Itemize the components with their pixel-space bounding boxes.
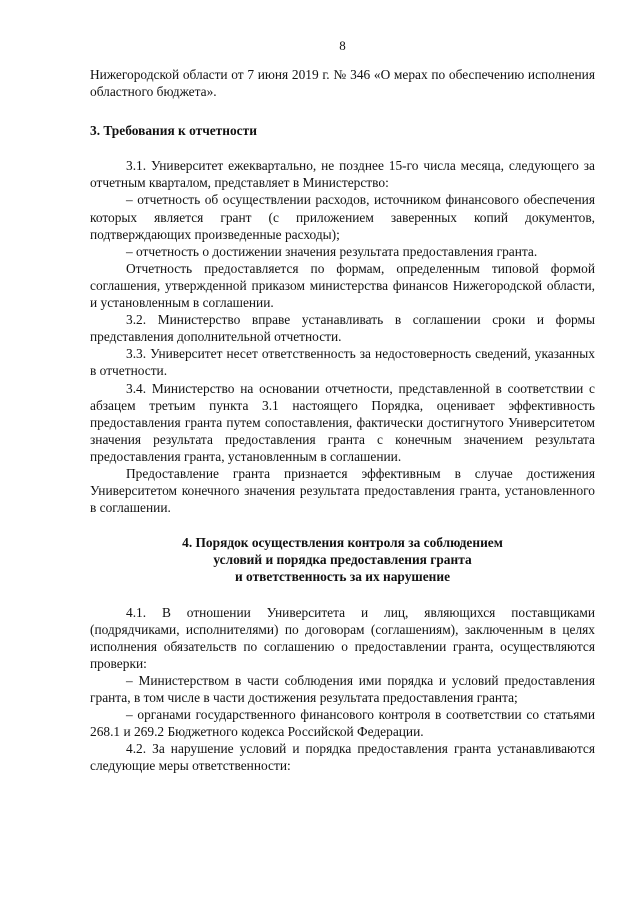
paragraph-3-1-forms: Отчетность предоставляется по формам, определенным типовой формой соглашения, утвержденной приказом министерства финансов Нижегородской области, и установленным в соглашении. [90, 260, 595, 311]
paragraph-4-1: 4.1. В отношении Университета и лиц, являющихся поставщиками (подрядчиками, исполнителями) по договорам (соглашениям), заключенным в целях исполнения обязательств по соглашению о предоставлении гранта, осуществляются проверки: [90, 604, 595, 671]
spacer [90, 516, 595, 534]
paragraph-3-1-item-1: – отчетность об осуществлении расходов, источником финансового обеспечения которых является грант (с приложением заверенных копий документов, подтверждающих произведенные расходы); [90, 192, 595, 242]
paragraph-4-2: 4.2. За нарушение условий и порядка предоставления гранта устанавливаются следующие меры ответственности: [90, 741, 595, 774]
page-number: 8 [339, 38, 346, 53]
paragraph-3-3: 3.3. Университет несет ответственность за недостоверность сведений, указанных в отчетности. [90, 346, 595, 379]
section-4-title-line-1: 4. Порядок осуществления контроля за соблюдением [182, 535, 503, 551]
section-4-title-line-2: условий и порядка предоставления гранта [213, 552, 472, 568]
document-body [90, 66, 595, 774]
intro-continuation: Нижегородской области от 7 июня 2019 г. № 346 «О мерах по обеспечению исполнения областного бюджета». [90, 67, 595, 100]
paragraph-3-1-item-2: – отчетность о достижении значения результата предоставления гранта. [126, 243, 538, 259]
paragraph-3-2: 3.2. Министерство вправе устанавливать в соглашении сроки и формы представления дополнительной отчетности. [90, 312, 595, 345]
section-4-title-line-3: и ответственность за их нарушение [234, 569, 451, 585]
spacer [90, 139, 595, 157]
paragraph-4-1-item-1: – Министерством в части соблюдения ими порядка и условий предоставления гранта, в том числе в части достижения результата предоставления гранта; [90, 672, 595, 705]
section-4-title [90, 534, 595, 585]
paragraph-3-4-efficiency: Предоставление гранта признается эффективным в случае достижения Университетом конечного значения результата предоставления гранта, установленного в соглашении. [90, 465, 595, 516]
paragraph-3-1: 3.1. Университет ежеквартально, не позднее 15-го числа месяца, следующего за отчетным кварталом, представляет в Министерство: [90, 158, 595, 191]
paragraph-3-4: 3.4. Министерство на основании отчетности, представленной в соответствии с абзацем третьим пункта 3.1 настоящего Порядка, оценивает эффективность предоставления гранта путем сопоставления, фактически достигнутого Университетом значения результата предоставления гранта с конечным значением результата предоставления гранта, установленным в соглашении. [90, 380, 595, 464]
spacer [90, 586, 595, 604]
section-3-title: 3. Требования к отчетности [90, 123, 257, 139]
spacer [90, 100, 595, 122]
paragraph-4-1-item-2: – органами государственного финансового контроля в соответствии со статьями 268.1 и 269.2 Бюджетного кодекса Российской Федерации. [90, 707, 595, 740]
